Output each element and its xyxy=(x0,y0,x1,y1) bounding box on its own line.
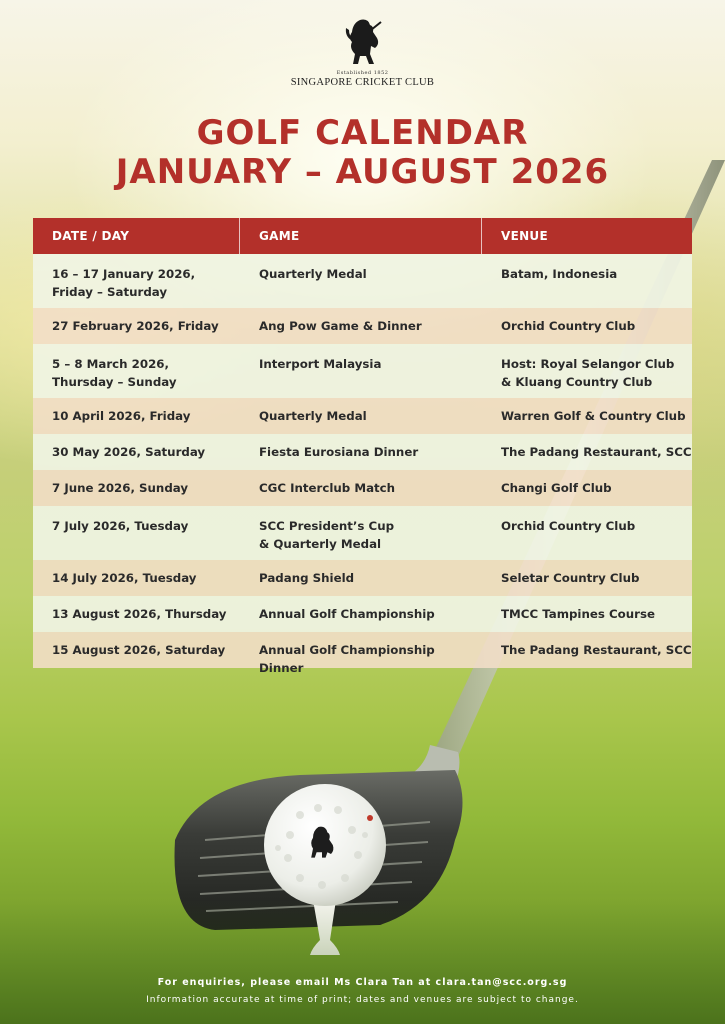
header-venue: VENUE xyxy=(501,229,548,243)
table-row xyxy=(33,596,692,632)
cell-date: 5 – 8 March 2026, Thursday – Sunday xyxy=(52,357,177,389)
cell-date: 7 July 2026, Tuesday xyxy=(52,519,189,533)
cell-date: 16 – 17 January 2026, Friday – Saturday xyxy=(52,267,196,299)
cell-venue: TMCC Tampines Course xyxy=(501,607,656,621)
established-text: Established 1852 xyxy=(336,70,389,76)
cell-venue: Orchid Country Club xyxy=(501,319,636,333)
cell-game: Annual Golf Championship xyxy=(259,607,435,621)
cell-game: Annual Golf Championship Dinner xyxy=(259,643,435,675)
cell-date: 7 June 2026, Sunday xyxy=(52,481,189,495)
cell-game: Quarterly Medal xyxy=(259,409,367,423)
table-row xyxy=(33,560,692,596)
cell-game: CGC Interclub Match xyxy=(259,481,396,495)
cell-game: SCC President’s Cup & Quarterly Medal xyxy=(259,519,395,551)
cell-game: Padang Shield xyxy=(259,571,355,585)
title-line-2: JANUARY – AUGUST 2026 xyxy=(115,152,610,192)
cell-venue: Host: Royal Selangor Club & Kluang Country Club xyxy=(501,357,675,389)
cell-game: Quarterly Medal xyxy=(259,267,367,281)
page-title xyxy=(0,114,725,192)
table-row xyxy=(33,434,692,470)
cell-venue: Changi Golf Club xyxy=(501,481,612,495)
cell-venue: Orchid Country Club xyxy=(501,519,636,533)
title-line-1: GOLF CALENDAR xyxy=(196,113,529,153)
enquiries-text: For enquiries, please email Ms Clara Tan at clara.tan@scc.org.sg xyxy=(157,977,568,988)
cell-game: Fiesta Eurosiana Dinner xyxy=(259,445,419,459)
cell-game: Ang Pow Game & Dinner xyxy=(259,319,422,333)
header-game: GAME xyxy=(240,218,482,254)
cell-date: 30 May 2026, Saturday xyxy=(52,445,206,459)
cell-date: 10 April 2026, Friday xyxy=(52,409,191,423)
table-row xyxy=(33,308,692,344)
table-row xyxy=(33,470,692,506)
cell-venue: The Padang Restaurant, SCC xyxy=(501,445,692,459)
footer xyxy=(0,977,725,1005)
cell-venue: Seletar Country Club xyxy=(501,571,640,585)
table-row xyxy=(33,398,692,434)
table-row xyxy=(33,506,692,560)
cell-venue: Warren Golf & Country Club xyxy=(501,409,686,423)
calendar-table xyxy=(33,218,692,675)
club-name: SINGAPORE CRICKET CLUB xyxy=(290,77,435,88)
cell-venue: Batam, Indonesia xyxy=(501,267,618,281)
header-date: DATE / DAY xyxy=(33,218,240,254)
table-row xyxy=(33,254,692,308)
table-row xyxy=(33,632,692,675)
cell-date: 27 February 2026, Friday xyxy=(52,319,219,333)
disclaimer-text: Information accurate at time of print; dates and venues are subject to change. xyxy=(146,995,579,1005)
cell-date: 14 July 2026, Tuesday xyxy=(52,571,197,585)
table-row xyxy=(33,344,692,398)
club-logo xyxy=(0,18,725,88)
lion-icon xyxy=(343,18,383,68)
cell-date: 15 August 2026, Saturday xyxy=(52,643,226,657)
table-header xyxy=(33,218,692,254)
cell-game: Interport Malaysia xyxy=(259,357,382,371)
cell-date: 13 August 2026, Thursday xyxy=(52,607,227,621)
cell-venue: The Padang Restaurant, SCC xyxy=(501,643,692,657)
